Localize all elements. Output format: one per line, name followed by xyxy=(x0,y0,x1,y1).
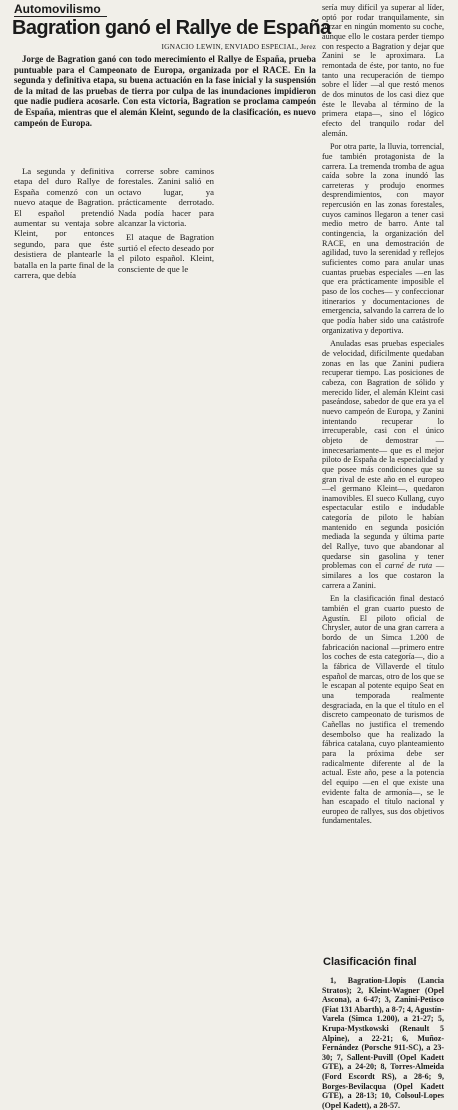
section-label: Automovilismo xyxy=(14,3,107,17)
carne-de-ruta-emphasis: carné de ruta xyxy=(384,561,433,571)
body-column-3 xyxy=(322,3,444,826)
column3-paragraph-2: Por otra parte, la lluvia, torrencial, fue también protagonista de la carrera. La tremenda tromba de agua caída sobre la zona inundó las carreteras y produjo enormes desprendimientos, con mayor repercusión en las zonas forestales, cuyos caminos llegaron a tener casi medio metro de barro. Ante tal contingencia, la organización del RACE, en una demostración de agilidad, tuvo la serenidad y reflejos suficientes como para anular unas cuantas pruebas especiales —en las que era prácticamente imposible el paso de los coches— y confeccionar itinerarios y documentaciones de emergencia, salvando la carrera de lo que podía haber sido una catástrofe organizativa y deportiva. xyxy=(322,142,444,335)
results-list: 1, Bagration-Llopis (Lancia Stratos); 2, Kleint-Wagner (Opel Ascona), a 6-47; 3, Zanini-Petisco (Fiat 131 Abarth), a 8-7; 4, Agustín-Varela (Simca 1.200), a 21-27; 5, Krupa-Mystkowski (Renault 5 Alpine), a 22-21; 6, Muñoz-Fernández (Porsche 911-SC), a 23-30; 7, Sallent-Puvill (Opel Kadett GTE), a 24-20; 8, Torres-Almeida (Ford Escordt RS), a 28-6; 9, Borges-Bevilacqua (Opel Kadett GTE), a 28-13; 10, Colsoul-Lopes (Opel Kadett), a 28-57. xyxy=(322,976,444,1110)
column3-paragraph-4: En la clasificación final destacó también el gran cuarto puesto de Agustín. El piloto oficial de Chrysler, autor de una gran carrera a bordo de un Simca 1.200 de fabricación nacional —primero entre los coches de esta categoría—, dio a la fábrica de Villaverde el título español de marcas, otro de los que se le escapan al potente equipo Seat en una temporada realmente desgraciada, en la que el título en el discreto campeonato de turismos de Cañellas no justifica el tremendo desembolso que ha realizado la fábrica catalana, cuyo planteamiento para la próxima debe ser radicalmente diferente al de la actual. Este año, pese a la potencia del equipo —en el que existe una evidente falta de armonía—, se le han escapado el título nacional y europeo de rallyes, sus dos objetivos fundamentales. xyxy=(322,594,444,826)
column3-paragraph-3b: —similares a los que costaron la carrera a Zanini. xyxy=(322,561,444,590)
column3-paragraph-3a: Anuladas esas pruebas especiales de velocidad, difícilmente quedaban zonas en las que Zanini pudiera recuperar tiempo. Las posiciones de cabeza, con Bagration de sólido y merecido líder, el alemán Kleint casi paseándose, sabedor de que era ya el nuevo campeón de Europa, y Zanini intentando recuperar lo irrecuperable, casi con el único objeto de demostrar —innecesariamente— que es el mejor piloto de España de la especialidad y que posee más condiciones que su gran rival de este año en el europeo —el germano Kleint—, quedaron inamovibles. El sueco Kullang, cuyo espectacular estilo e indudable categoría de piloto le habían mantenido en segunda posición mediada la segunda y última parte del Rallye, tuvo que abandonar al quedarse sin gasolina y tener problemas con el xyxy=(322,339,444,571)
column3-paragraph-3 xyxy=(322,339,444,590)
body-column-1 xyxy=(14,166,114,280)
headline: Bagration ganó el Rallye de España xyxy=(12,17,331,39)
byline-role: , ENVIADO ESPECIAL, xyxy=(220,42,301,51)
lead-paragraph: Jorge de Bagration ganó con todo merecimiento el Rallye de España, prueba puntuable para el Campeonato de Europa, organizada por el RACE. En la segunda y definitiva etapa, su buena actuación en la fase inicial y la suspensión de la mitad de las pruebas de tierra por culpa de las inundaciones impidieron que nadie pudiera acosarle. Con esta victoria, Bagration se proclama campeón de España, mientras que el alemán Kleint, segundo de la clasificación, es nuevo campeón de Europa. xyxy=(14,54,316,128)
body-column-2 xyxy=(118,166,214,274)
byline-author: IGNACIO LEWIN xyxy=(161,42,221,51)
results-heading: Clasificación final xyxy=(323,956,417,968)
column3-paragraph-1: sería muy difícil ya superar al líder, optó por rodar tranquilamente, sin forzar en ningún momento su coche, aunque ello le costara perder tiempo con respecto a Bagration y dejar que Zanini se le aproximara. La remontada de éste, por tanto, no fue tanto una recuperación de tiempo sobre el líder —al que restó menos de dos minutos de los casi diez que éste le llevaba al término de la primera etapa—, sino el lógico efecto del tranquilo rodar del alemán. xyxy=(322,3,444,138)
column2-paragraph-1: correrse sobre caminos forestales. Zanini salió en octavo lugar, ya prácticamente derrotado. Nada podía hacer para alcanzar la victoria. xyxy=(118,166,214,229)
byline xyxy=(138,42,316,51)
column1-paragraph: La segunda y definitiva etapa del duro Rallye de España comenzó con un nuevo ataque de Bagration. El español pretendió aumentar su ventaja sobre Kleint, por entonces segundo, para que éste desistiera de plantearle la batalla en la parte final de la carrera, que debía xyxy=(14,166,114,281)
byline-place: Jerez xyxy=(300,42,316,51)
column2-paragraph-2: El ataque de Bagration surtió el efecto deseado por el piloto español. Kleint, consciente de que le xyxy=(118,232,214,274)
